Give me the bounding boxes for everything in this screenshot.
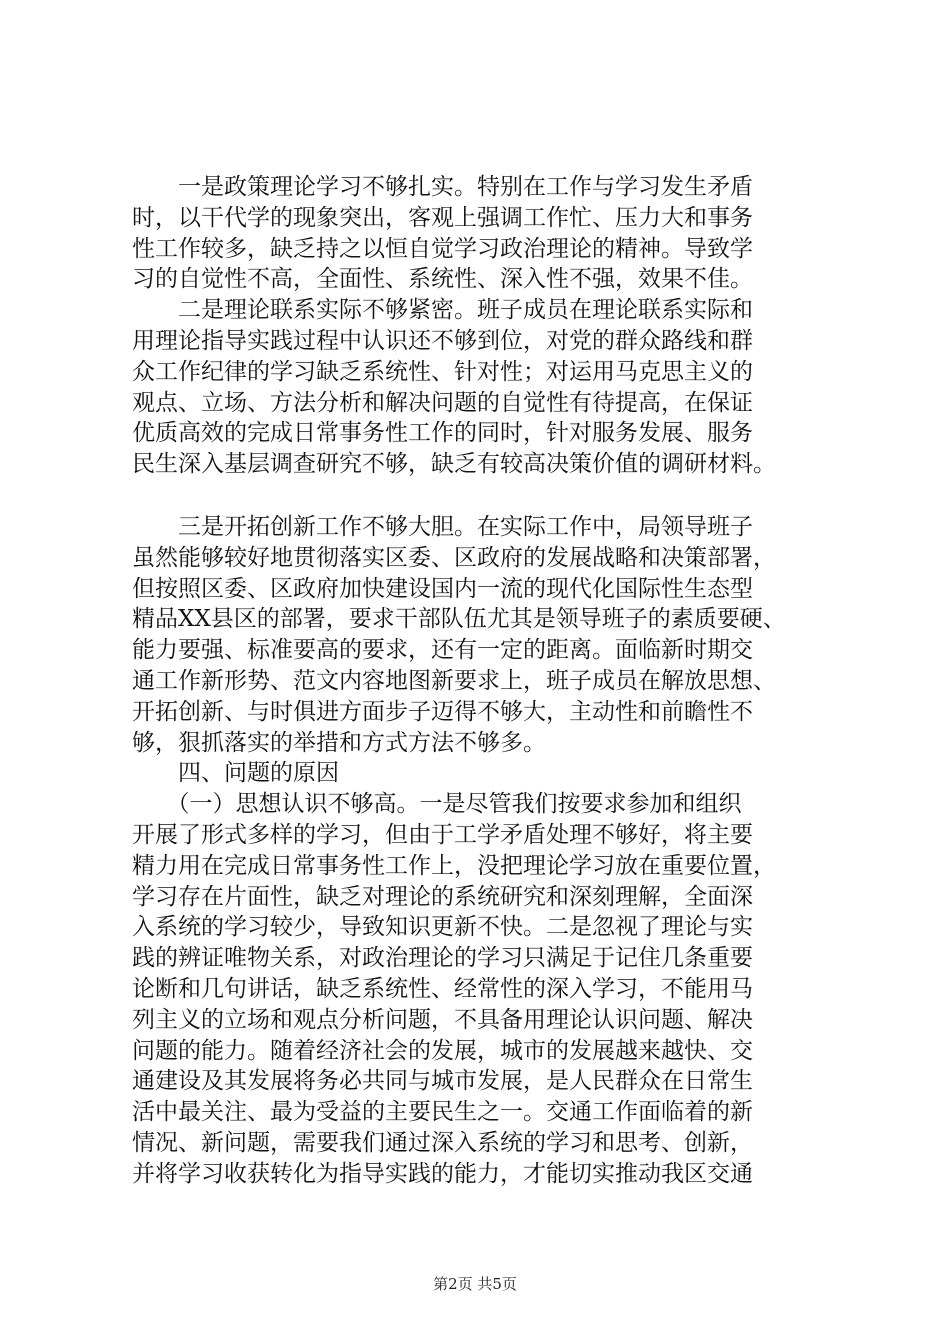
text-line: 开展了形式多样的学习，但由于工学矛盾处理不够好，将主要 (132, 821, 753, 848)
text-line: 三是开拓创新工作不够大胆。在实际工作中，局领导班子 (132, 513, 753, 540)
text-line: 虽然能够较好地贯彻落实区委、区政府的发展战略和决策部署， (132, 544, 776, 571)
text-line: 情况、新问题，需要我们通过深入系统的学习和思考、创新， (132, 1129, 753, 1156)
section-heading-causes (132, 758, 832, 789)
paragraph-innovation (132, 512, 832, 758)
text-line: 够，狠抓落实的举措和方式方法不够多。 (132, 729, 546, 756)
paragraph-spacer (132, 480, 832, 512)
document-body (132, 172, 832, 1190)
text-line: 践的辨证唯物关系，对政治理论的学习只满足于记住几条重要 (132, 945, 753, 972)
text-line: 能力要强、标准要高的要求，还有一定的距离。面临新时期交 (132, 637, 753, 664)
text-line: 并将学习收获转化为指导实践的能力，才能切实推动我区交通 (132, 1160, 753, 1187)
page-number-footer: 第2页 共5页 (433, 1275, 517, 1293)
text-line: 入系统的学习较少，导致知识更新不快。二是忽视了理论与实 (132, 914, 753, 941)
text-line: 但按照区委、区政府加快建设国内一流的现代化国际性生态型 (132, 575, 753, 602)
text-line: 用理论指导实践过程中认识还不够到位，对党的群众路线和群 (132, 327, 753, 354)
text-line: 精力用在完成日常事务性工作上，没把理论学习放在重要位置， (132, 852, 776, 879)
text-line: 性工作较多，缺乏持之以恒自觉学习政治理论的精神。导致学 (132, 235, 753, 262)
text-line: 问题的能力。随着经济社会的发展，城市的发展越来越快、交 (132, 1037, 753, 1064)
paragraph-ideological-awareness (132, 789, 832, 1189)
text-line: 通建设及其发展将务必共同与城市发展，是人民群众在日常生 (132, 1068, 753, 1095)
text-line: 学习存在片面性，缺乏对理论的系统研究和深刻理解，全面深 (132, 883, 753, 910)
text-line: （一）思想认识不够高。一是尽管我们按要求参加和组织 (132, 791, 742, 818)
text-line: 众工作纪律的学习缺乏系统性、针对性；对运用马克思主义的 (132, 358, 753, 385)
text-line: 观点、立场、方法分析和解决问题的自觉性有待提高，在保证 (132, 389, 753, 416)
text-line: 论断和几句讲话，缺乏系统性、经常性的深入学习，不能用马 (132, 975, 753, 1002)
text-line: 优质高效的完成日常事务性工作的同时，针对服务发展、服务 (132, 420, 753, 447)
section-heading: 四、问题的原因 (132, 760, 339, 787)
text-line: 精品XX县区的部署，要求干部队伍尤其是领导班子的素质要硬、 (132, 606, 786, 633)
paragraph-policy-theory-study (132, 172, 832, 295)
text-line: 列主义的立场和观点分析问题，不具备用理论认识问题、解决 (132, 1006, 753, 1033)
text-line: 通工作新形势、范文内容地图新要求上，班子成员在解放思想、 (132, 667, 776, 694)
text-line: 开拓创新、与时俱进方面步子迈得不够大，主动性和前瞻性不 (132, 698, 753, 725)
text-line: 活中最关注、最为受益的主要民生之一。交通工作面临着的新 (132, 1099, 753, 1126)
paragraph-theory-practice (132, 295, 832, 480)
text-line: 习的自觉性不高，全面性、系统性、深入性不强，效果不佳。 (132, 266, 753, 293)
text-line: 一是政策理论学习不够扎实。特别在工作与学习发生矛盾 (132, 174, 753, 200)
text-line: 时，以干代学的现象突出，客观上强调工作忙、压力大和事务 (132, 204, 753, 231)
text-line: 民生深入基层调查研究不够，缺乏有较高决策价值的调研材料。 (132, 451, 776, 478)
text-line: 二是理论联系实际不够紧密。班子成员在理论联系实际和 (132, 297, 753, 324)
